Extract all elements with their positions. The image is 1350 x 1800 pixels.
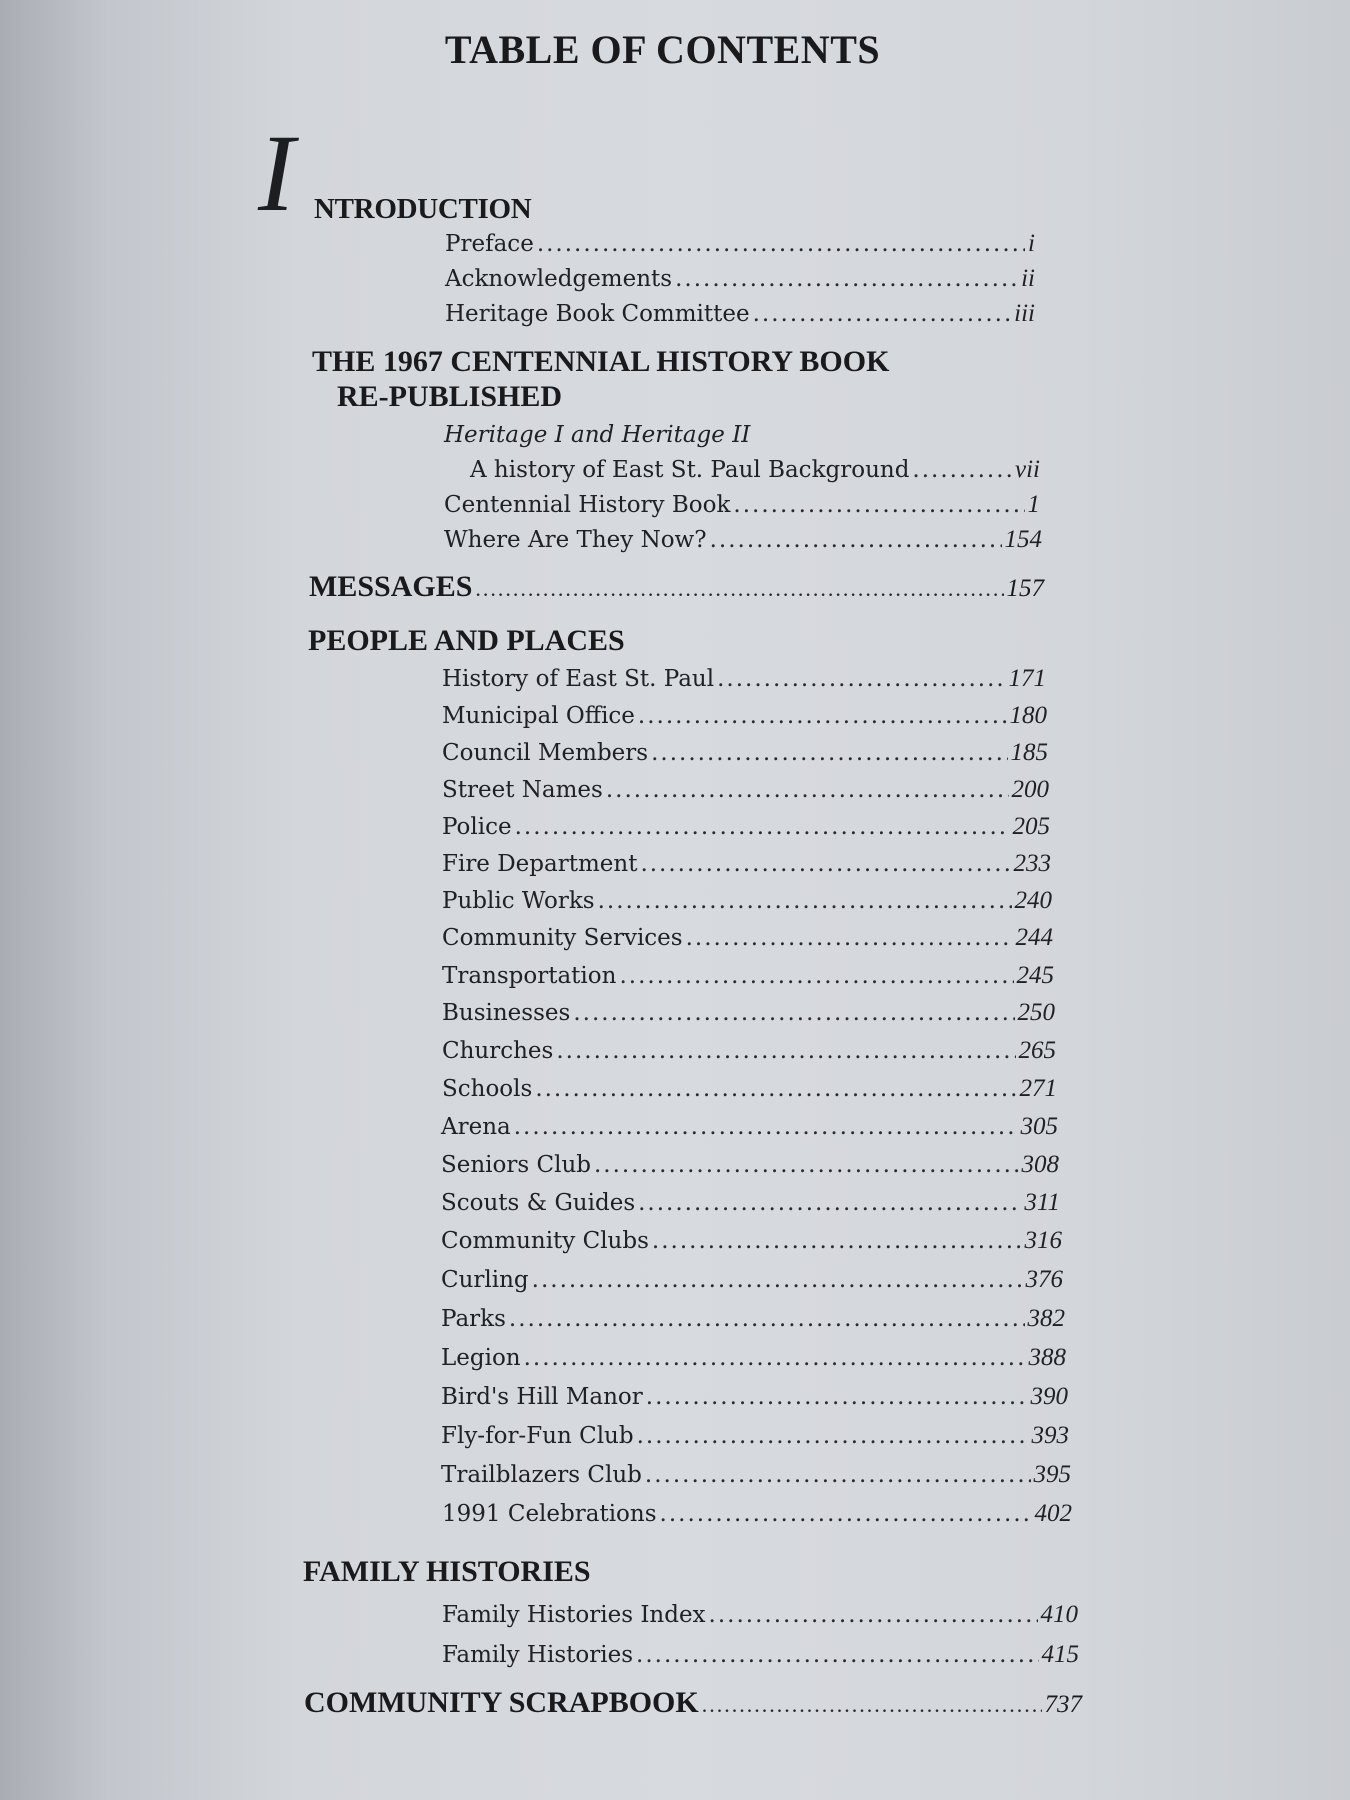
toc-entry [441,1343,1066,1373]
entry-label: Seniors Club [441,1152,591,1178]
people-and-places-heading: PEOPLE AND PLACES [308,624,625,657]
entry-label: Arena [441,1114,511,1140]
toc-entry [441,1460,1071,1490]
entry-page-number: 171 [1008,665,1046,692]
entry-page-number: 390 [1030,1383,1068,1410]
toc-entry [442,701,1047,731]
entry-page-number: 305 [1020,1113,1058,1140]
entry-label: Fire Department [442,851,638,877]
entry-page-number: 410 [1040,1601,1078,1628]
dot-leader [475,574,1003,604]
entry-label: Preface [445,231,534,257]
toc-entry [442,849,1051,879]
dot-leader [646,1382,1028,1412]
dot-leader [606,775,1009,805]
centennial-heading-line1: THE 1967 CENTENNIAL HISTORY BOOK [312,345,890,378]
entry-label: Community Clubs [441,1228,649,1254]
toc-entry [442,775,1049,805]
entry-label: MESSAGES [309,570,473,603]
entry-label: Community Services [442,925,683,951]
entry-page-number: 737 [1044,1691,1082,1718]
dot-leader [514,1112,1018,1142]
toc-entry [441,1421,1069,1451]
entry-label: Heritage Book Committee [445,301,750,327]
dot-leader [651,738,1007,768]
dot-leader [638,701,1007,731]
entry-page-number: 205 [1012,813,1050,840]
entry-page-number: 180 [1009,702,1047,729]
entry-label: Street Names [442,777,603,803]
entry-label: Where Are They Now? [444,527,707,553]
toc-entry-community-scrapbook [304,1688,1082,1720]
entry-page-number: 200 [1011,776,1049,803]
introduction-heading: NTRODUCTION [314,193,532,225]
entry-page-number: 265 [1018,1037,1056,1064]
dot-leader [733,490,1024,520]
dot-leader [717,664,1005,694]
entry-label: Trailblazers Club [441,1462,642,1488]
entry-page-number: 271 [1019,1075,1057,1102]
entry-label: History of East St. Paul [442,666,715,692]
toc-entry [442,923,1053,953]
toc-entry-acknowledgements [445,264,1035,294]
entry-label: Public Works [442,888,595,914]
entry-page-number: vii [1015,456,1040,483]
toc-entry [441,1304,1065,1334]
dot-leader [598,886,1012,916]
drop-cap-letter: I [258,112,295,234]
toc-entry [442,886,1052,916]
entry-label: 1991 Celebrations [442,1501,657,1527]
entry-page-number: 240 [1014,887,1052,914]
entry-page-number: 415 [1041,1641,1079,1668]
toc-entry [442,998,1055,1028]
entry-page-number: 402 [1034,1500,1072,1527]
dot-leader [710,525,1002,555]
dot-leader [532,1265,1023,1295]
entry-page-number: 233 [1013,850,1051,877]
entry-page-number: 311 [1024,1189,1060,1216]
page-title: TABLE OF CONTENTS [444,27,881,72]
toc-entry [441,1188,1060,1218]
toc-entry-preface [445,229,1035,259]
entry-page-number: 245 [1016,962,1054,989]
entry-label: Centennial History Book [444,492,731,518]
entry-page-number: 154 [1004,526,1042,553]
dot-leader [675,264,1018,294]
toc-entry-family-histories [442,1640,1079,1670]
heritage-subheading: Heritage I and Heritage II [444,422,751,448]
entry-page-number: 185 [1010,739,1048,766]
dot-leader [556,1036,1015,1066]
entry-page-number: 157 [1006,575,1044,602]
toc-entry [442,1036,1056,1066]
entry-page-number: 244 [1015,924,1053,951]
entry-page-number: i [1028,230,1035,257]
entry-label: A history of East St. Paul Background [470,457,910,483]
toc-entry [442,1499,1072,1529]
toc-entry [441,1382,1068,1412]
entry-label: Family Histories Index [442,1602,706,1628]
entry-page-number: 395 [1033,1461,1071,1488]
entry-label: Fly-for-Fun Club [441,1423,634,1449]
centennial-heading-line2: RE-PUBLISHED [337,380,563,413]
toc-entry [442,738,1048,768]
dot-leader [640,849,1010,879]
entry-label: Municipal Office [442,703,635,729]
entry-page-number: 250 [1017,999,1055,1026]
entry-label: Bird's Hill Manor [441,1384,643,1410]
dot-leader [524,1343,1026,1373]
dot-leader [702,1690,1042,1720]
toc-entry [441,1265,1063,1295]
dot-leader [515,812,1010,842]
dot-leader [637,1421,1029,1451]
toc-entry-where-are-they-now [444,525,1042,555]
dot-leader [636,1640,1038,1670]
toc-entry [442,961,1054,991]
entry-label: Scouts & Guides [441,1190,636,1216]
entry-label: Transportation [442,963,617,989]
toc-entry-family-histories-index [442,1600,1078,1630]
toc-entry-centennial-history-book [444,490,1040,520]
entry-label: Police [442,814,512,840]
entry-page-number: 316 [1024,1227,1062,1254]
entry-label: Parks [441,1306,506,1332]
dot-leader [535,1074,1016,1104]
toc-entry [442,1074,1057,1104]
entry-page-number: 1 [1027,491,1040,518]
entry-page-number: 382 [1027,1305,1065,1332]
dot-leader [660,1499,1032,1529]
toc-entry-messages [309,572,1044,604]
dot-leader [573,998,1014,1028]
entry-page-number: 388 [1028,1344,1066,1371]
entry-label: Legion [441,1345,521,1371]
dot-leader [509,1304,1025,1334]
dot-leader [686,923,1013,953]
entry-label: Acknowledgements [445,266,673,292]
entry-label: Family Histories [442,1642,634,1668]
entry-label: Council Members [442,740,649,766]
dot-leader [753,299,1012,329]
dot-leader [638,1188,1021,1218]
toc-entry [442,812,1050,842]
dot-leader [594,1150,1019,1180]
entry-label: COMMUNITY SCRAPBOOK [304,1686,699,1719]
entry-page-number: 393 [1031,1422,1069,1449]
dot-leader [537,229,1025,259]
dot-leader [645,1460,1031,1490]
entry-label: Businesses [442,1000,571,1026]
entry-page-number: iii [1014,300,1035,327]
entry-label: Schools [442,1076,533,1102]
dot-leader [912,455,1012,485]
toc-entry-heritage-book-committee [445,299,1035,329]
entry-label: Curling [441,1267,529,1293]
toc-entry [441,1226,1062,1256]
dot-leader [709,1600,1038,1630]
dot-leader [619,961,1013,991]
toc-entry [441,1150,1059,1180]
family-histories-heading: FAMILY HISTORIES [303,1555,591,1588]
toc-entry-east-st-paul-background [470,455,1040,485]
toc-entry [442,664,1046,694]
entry-page-number: 376 [1025,1266,1063,1293]
dot-leader [652,1226,1022,1256]
entry-page-number: 308 [1021,1151,1059,1178]
entry-page-number: ii [1021,265,1035,292]
toc-entry [441,1112,1058,1142]
entry-label: Churches [442,1038,554,1064]
